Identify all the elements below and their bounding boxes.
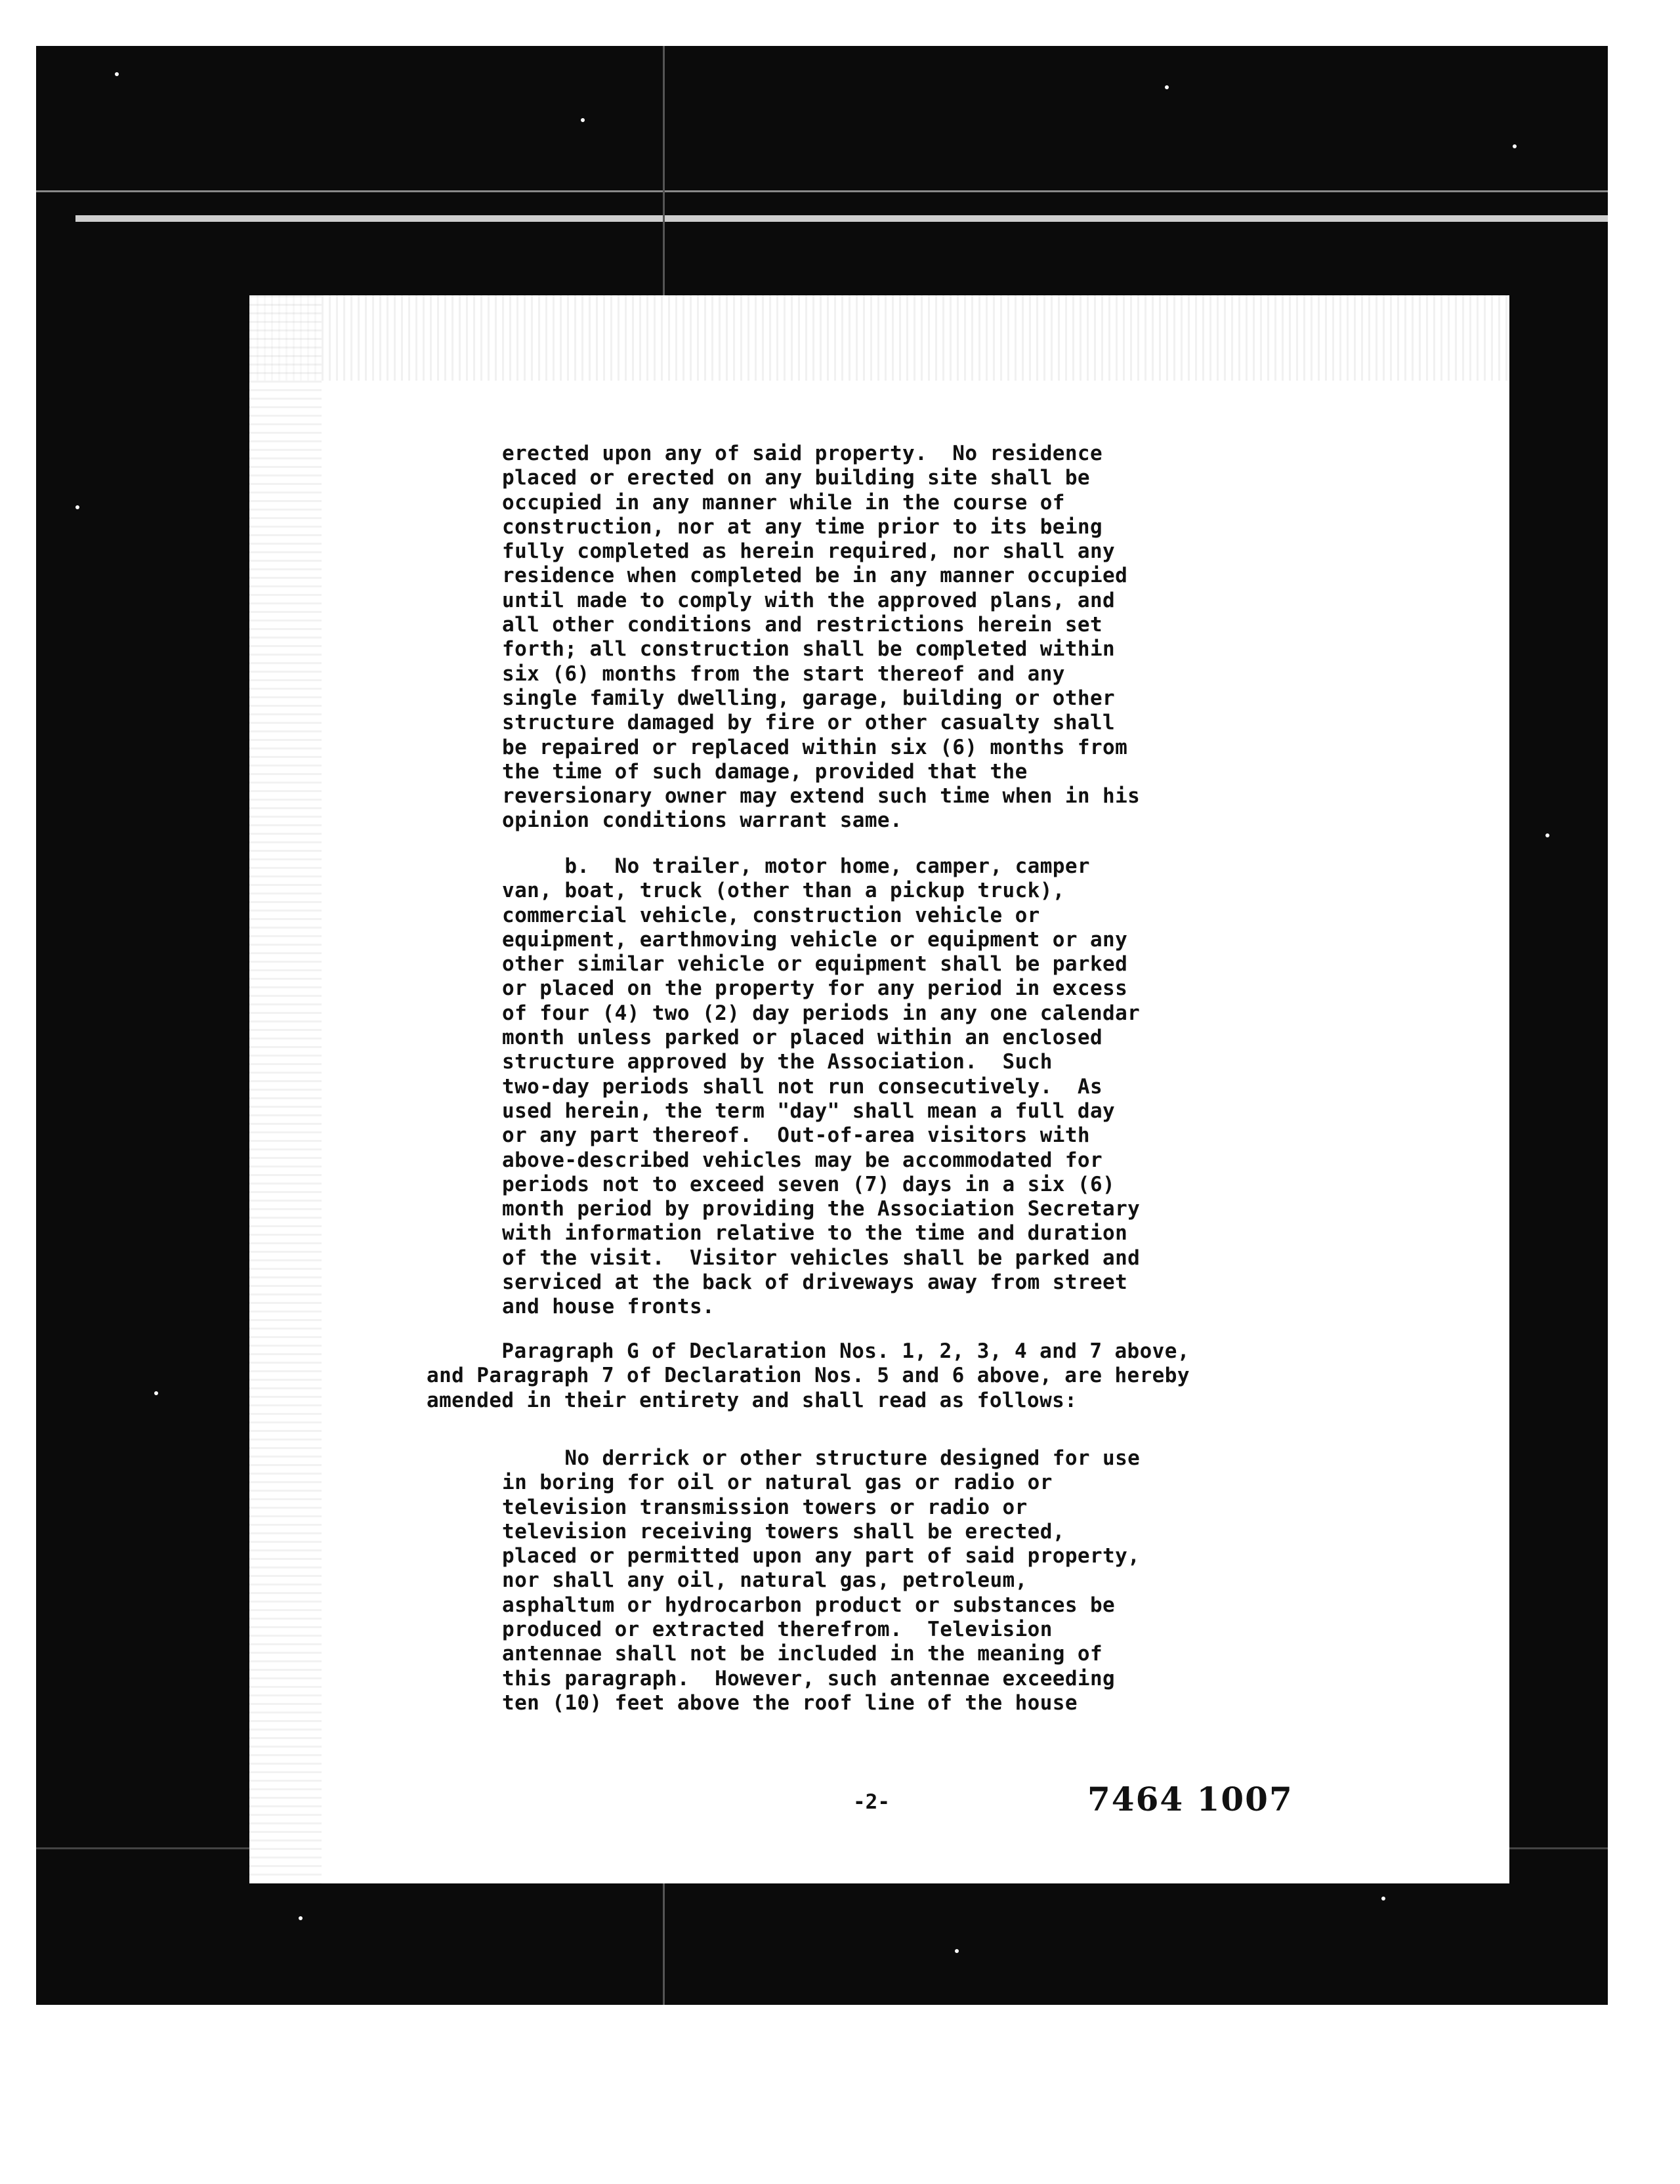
scan-speck — [1545, 833, 1549, 837]
text-line: antennae shall not be included in the meaning of — [502, 1642, 1103, 1666]
text-line: asphaltum or hydrocarbon product or substances be — [502, 1593, 1116, 1617]
text-line: erected upon any of said property. No residence — [502, 442, 1103, 465]
text-line: two-day periods shall not run consecutively. As — [502, 1074, 1103, 1099]
text-line: structure damaged by fire or other casualty shall — [502, 711, 1116, 735]
text-line: serviced at the back of driveways away from street — [502, 1270, 1128, 1295]
scan-speck — [75, 505, 79, 509]
document-page — [249, 295, 1509, 1883]
text-line: single family dwelling, garage, building or other — [502, 686, 1116, 710]
scan-speck — [1165, 85, 1169, 89]
scan-rule — [36, 190, 1608, 192]
scan-speck — [581, 118, 585, 122]
text-line: produced or extracted therefrom. Television — [502, 1618, 1053, 1642]
text-line: or any part thereof. Out-of-area visitors with — [502, 1124, 1090, 1148]
scan-speck — [955, 1949, 959, 1953]
text-line: opinion conditions warrant same. — [502, 808, 903, 833]
scan-speck — [115, 72, 119, 76]
text-line: with information relative to the time and duration — [502, 1221, 1128, 1246]
text-line: placed or permitted upon any part of said property, — [502, 1544, 1141, 1568]
text-line: of four (4) two (2) day periods in any one calendar — [502, 1001, 1141, 1025]
text-line: placed or erected on any building site shall be — [502, 466, 1090, 490]
text-line: forth; all construction shall be completed within — [502, 637, 1116, 662]
text-line: residence when completed be in any manner occupied — [502, 564, 1128, 588]
text-line: in boring for oil or natural gas or radio or — [502, 1471, 1053, 1495]
text-line: be repaired or replaced within six (6) months from — [502, 735, 1128, 759]
text-line: reversionary owner may extend such time when in his — [502, 784, 1141, 808]
text-line: until made to comply with the approved plans, and — [502, 588, 1116, 612]
scan-rule — [75, 215, 1608, 222]
text-line: six (6) months from the start thereof and any — [502, 662, 1065, 686]
text-line: structure approved by the Association. Such — [502, 1050, 1053, 1074]
scan-speck — [1381, 1897, 1385, 1900]
scan-speck — [1513, 144, 1517, 148]
scan-border — [36, 46, 1608, 2005]
text-line: of the visit. Visitor vehicles shall be parked and — [502, 1246, 1141, 1270]
text-line: and house fronts. — [502, 1295, 715, 1319]
text-line: used herein, the term "day" shall mean a full day — [502, 1099, 1116, 1123]
text-line: Paragraph G of Declaration Nos. 1, 2, 3, 4 and 7 above, — [427, 1339, 1190, 1363]
text-line: occupied in any manner while in the course of — [502, 490, 1065, 514]
page-number: -2- — [853, 1790, 890, 1814]
text-line: other similar vehicle or equipment shall be parked — [502, 952, 1128, 976]
paragraph-d — [502, 1446, 1140, 1715]
text-line: month period by providing the Association Secretary — [502, 1197, 1141, 1221]
text-line: No derrick or other structure designed for use — [502, 1446, 1141, 1470]
text-line: construction, nor at any time prior to its being — [502, 514, 1103, 539]
text-line: the time of such damage, provided that the — [502, 759, 1028, 784]
text-line: ten (10) feet above the roof line of the house — [502, 1690, 1078, 1715]
scan-speck — [299, 1916, 303, 1920]
text-line: or placed on the property for any period in excess — [502, 976, 1128, 1001]
scan-speck — [154, 1391, 158, 1395]
text-line: television transmission towers or radio or — [502, 1495, 1028, 1519]
text-line: this paragraph. However, such antennae exceeding — [502, 1666, 1116, 1690]
book-page-number: 7464 1007 — [1087, 1780, 1293, 1818]
text-line: fully completed as herein required, nor shall any — [502, 539, 1116, 564]
paragraph-c — [427, 1339, 1190, 1413]
text-line: van, boat, truck (other than a pickup truck), — [502, 879, 1065, 903]
text-line: television receiving towers shall be erected, — [502, 1519, 1065, 1544]
text-line: equipment, earthmoving vehicle or equipment or any — [502, 927, 1128, 952]
paragraph-b — [502, 854, 1140, 1320]
paragraph-a — [502, 442, 1140, 833]
text-line: amended in their entirety and shall read as follows: — [427, 1388, 1078, 1412]
text-line: all other conditions and restrictions herein set — [502, 613, 1103, 637]
text-line: b. No trailer, motor home, camper, camper — [502, 854, 1090, 878]
text-line: above-described vehicles may be accommodated for — [502, 1148, 1103, 1172]
text-line: commercial vehicle, construction vehicle or — [502, 903, 1040, 927]
text-line: and Paragraph 7 of Declaration Nos. 5 and 6 above, are hereby — [427, 1364, 1190, 1388]
text-line: nor shall any oil, natural gas, petroleum, — [502, 1568, 1028, 1593]
text-line: month unless parked or placed within an enclosed — [502, 1026, 1103, 1050]
text-line: periods not to exceed seven (7) days in a six (6) — [502, 1172, 1116, 1196]
